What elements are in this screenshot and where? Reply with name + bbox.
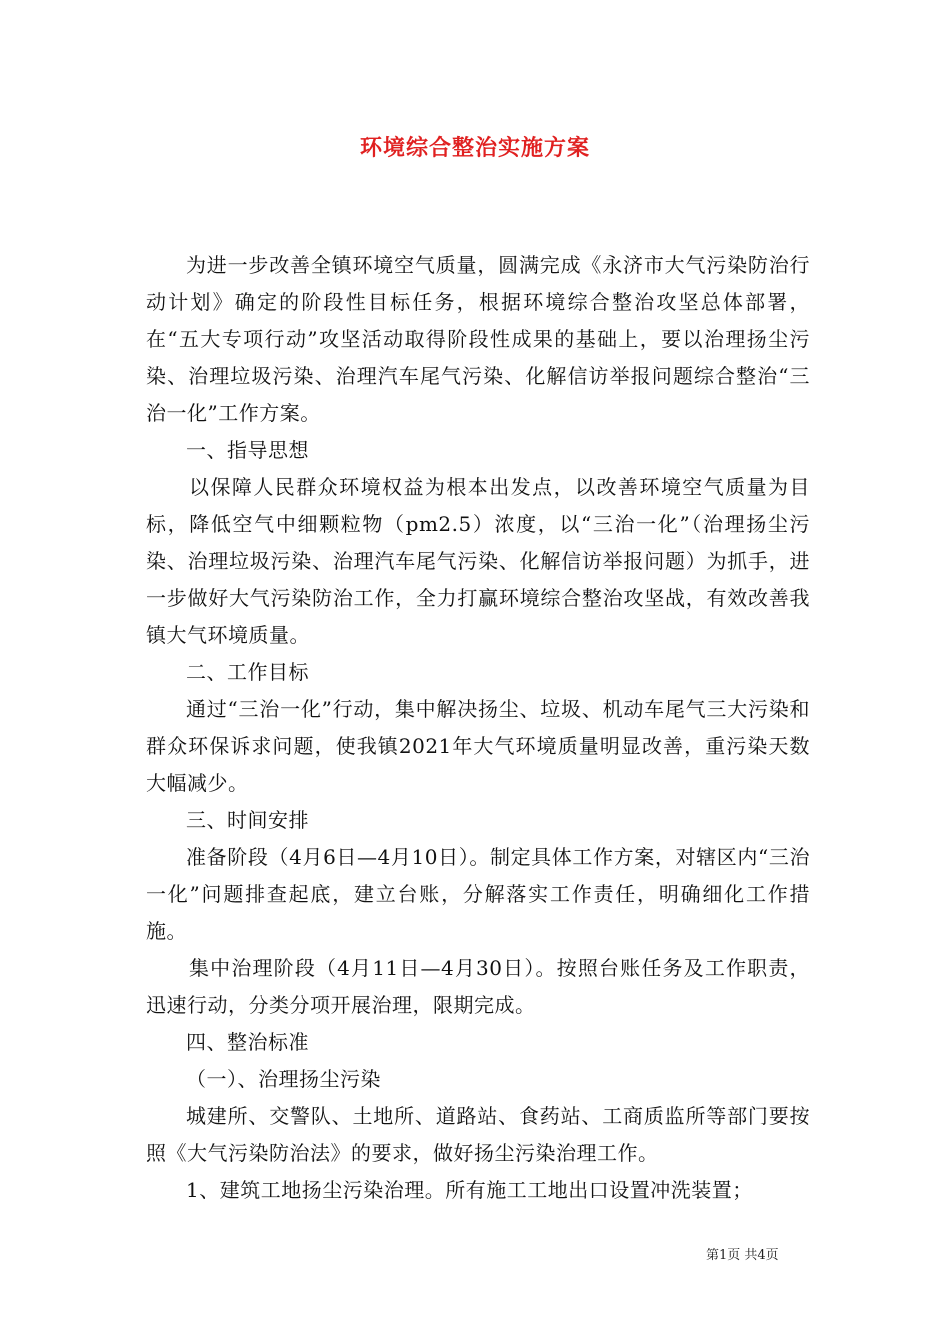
concentrated-treatment-paragraph: 集中治理阶段（4月11日—4月30日）。按照台账任务及工作职责，迅速行动，分类分项开展治理，限期完成。 [146,956,810,1017]
page-number: 第1页 共4页 [706,1248,779,1263]
section-heading-schedule: 三、时间安排 [186,808,309,832]
construction-dust-paragraph: 1、建筑工地扬尘污染治理。所有施工工地出口设置冲洗装置； [186,1178,753,1202]
guiding-ideology-paragraph: 以保障人民群众环境权益为根本出发点，以改善环境空气质量为目标，降低空气中细颗粒物（pm2.5）浓度，以“三治一化”（治理扬尘污染、治理垃圾污染、治理汽车尾气污染、化解信访举报问题）为抓手，进一步做好大气污染防治工作，全力打赢环境综合整治攻坚战，有效改善我镇大气环境质量。 [146,475,810,647]
preparation-stage-paragraph: 准备阶段（4月6日—4月10日）。制定具体工作方案，对辖区内“三治一化”问题排查起底，建立台账，分解落实工作责任，明确细化工作措施。 [146,845,810,943]
dust-departments-paragraph: 城建所、交警队、土地所、道路站、食药站、工商质监所等部门要按照《大气污染防治法》的要求，做好扬尘污染治理工作。 [146,1104,810,1165]
subsection-heading-dust: （一）、治理扬尘污染 [186,1067,381,1091]
section-heading-work-goals: 二、工作目标 [186,660,309,684]
work-goals-paragraph: 通过“三治一化”行动，集中解决扬尘、垃圾、机动车尾气三大污染和群众环保诉求问题，使我镇2021年大气环境质量明显改善，重污染天数大幅减少。 [146,697,810,795]
document-body [146,247,810,1209]
section-heading-standards: 四、整治标准 [186,1030,309,1054]
intro-paragraph: 为进一步改善全镇环境空气质量，圆满完成《永济市大气污染防治行动计划》确定的阶段性目标任务，根据环境综合整治攻坚总体部署，在“五大专项行动”攻坚活动取得阶段性成果的基础上，要以治理扬尘污染、治理垃圾污染、治理汽车尾气污染、化解信访举报问题综合整治“三治一化”工作方案。 [146,253,810,425]
section-heading-guiding-ideology: 一、指导思想 [186,438,309,462]
document-title: 环境综合整治实施方案 [359,135,590,161]
